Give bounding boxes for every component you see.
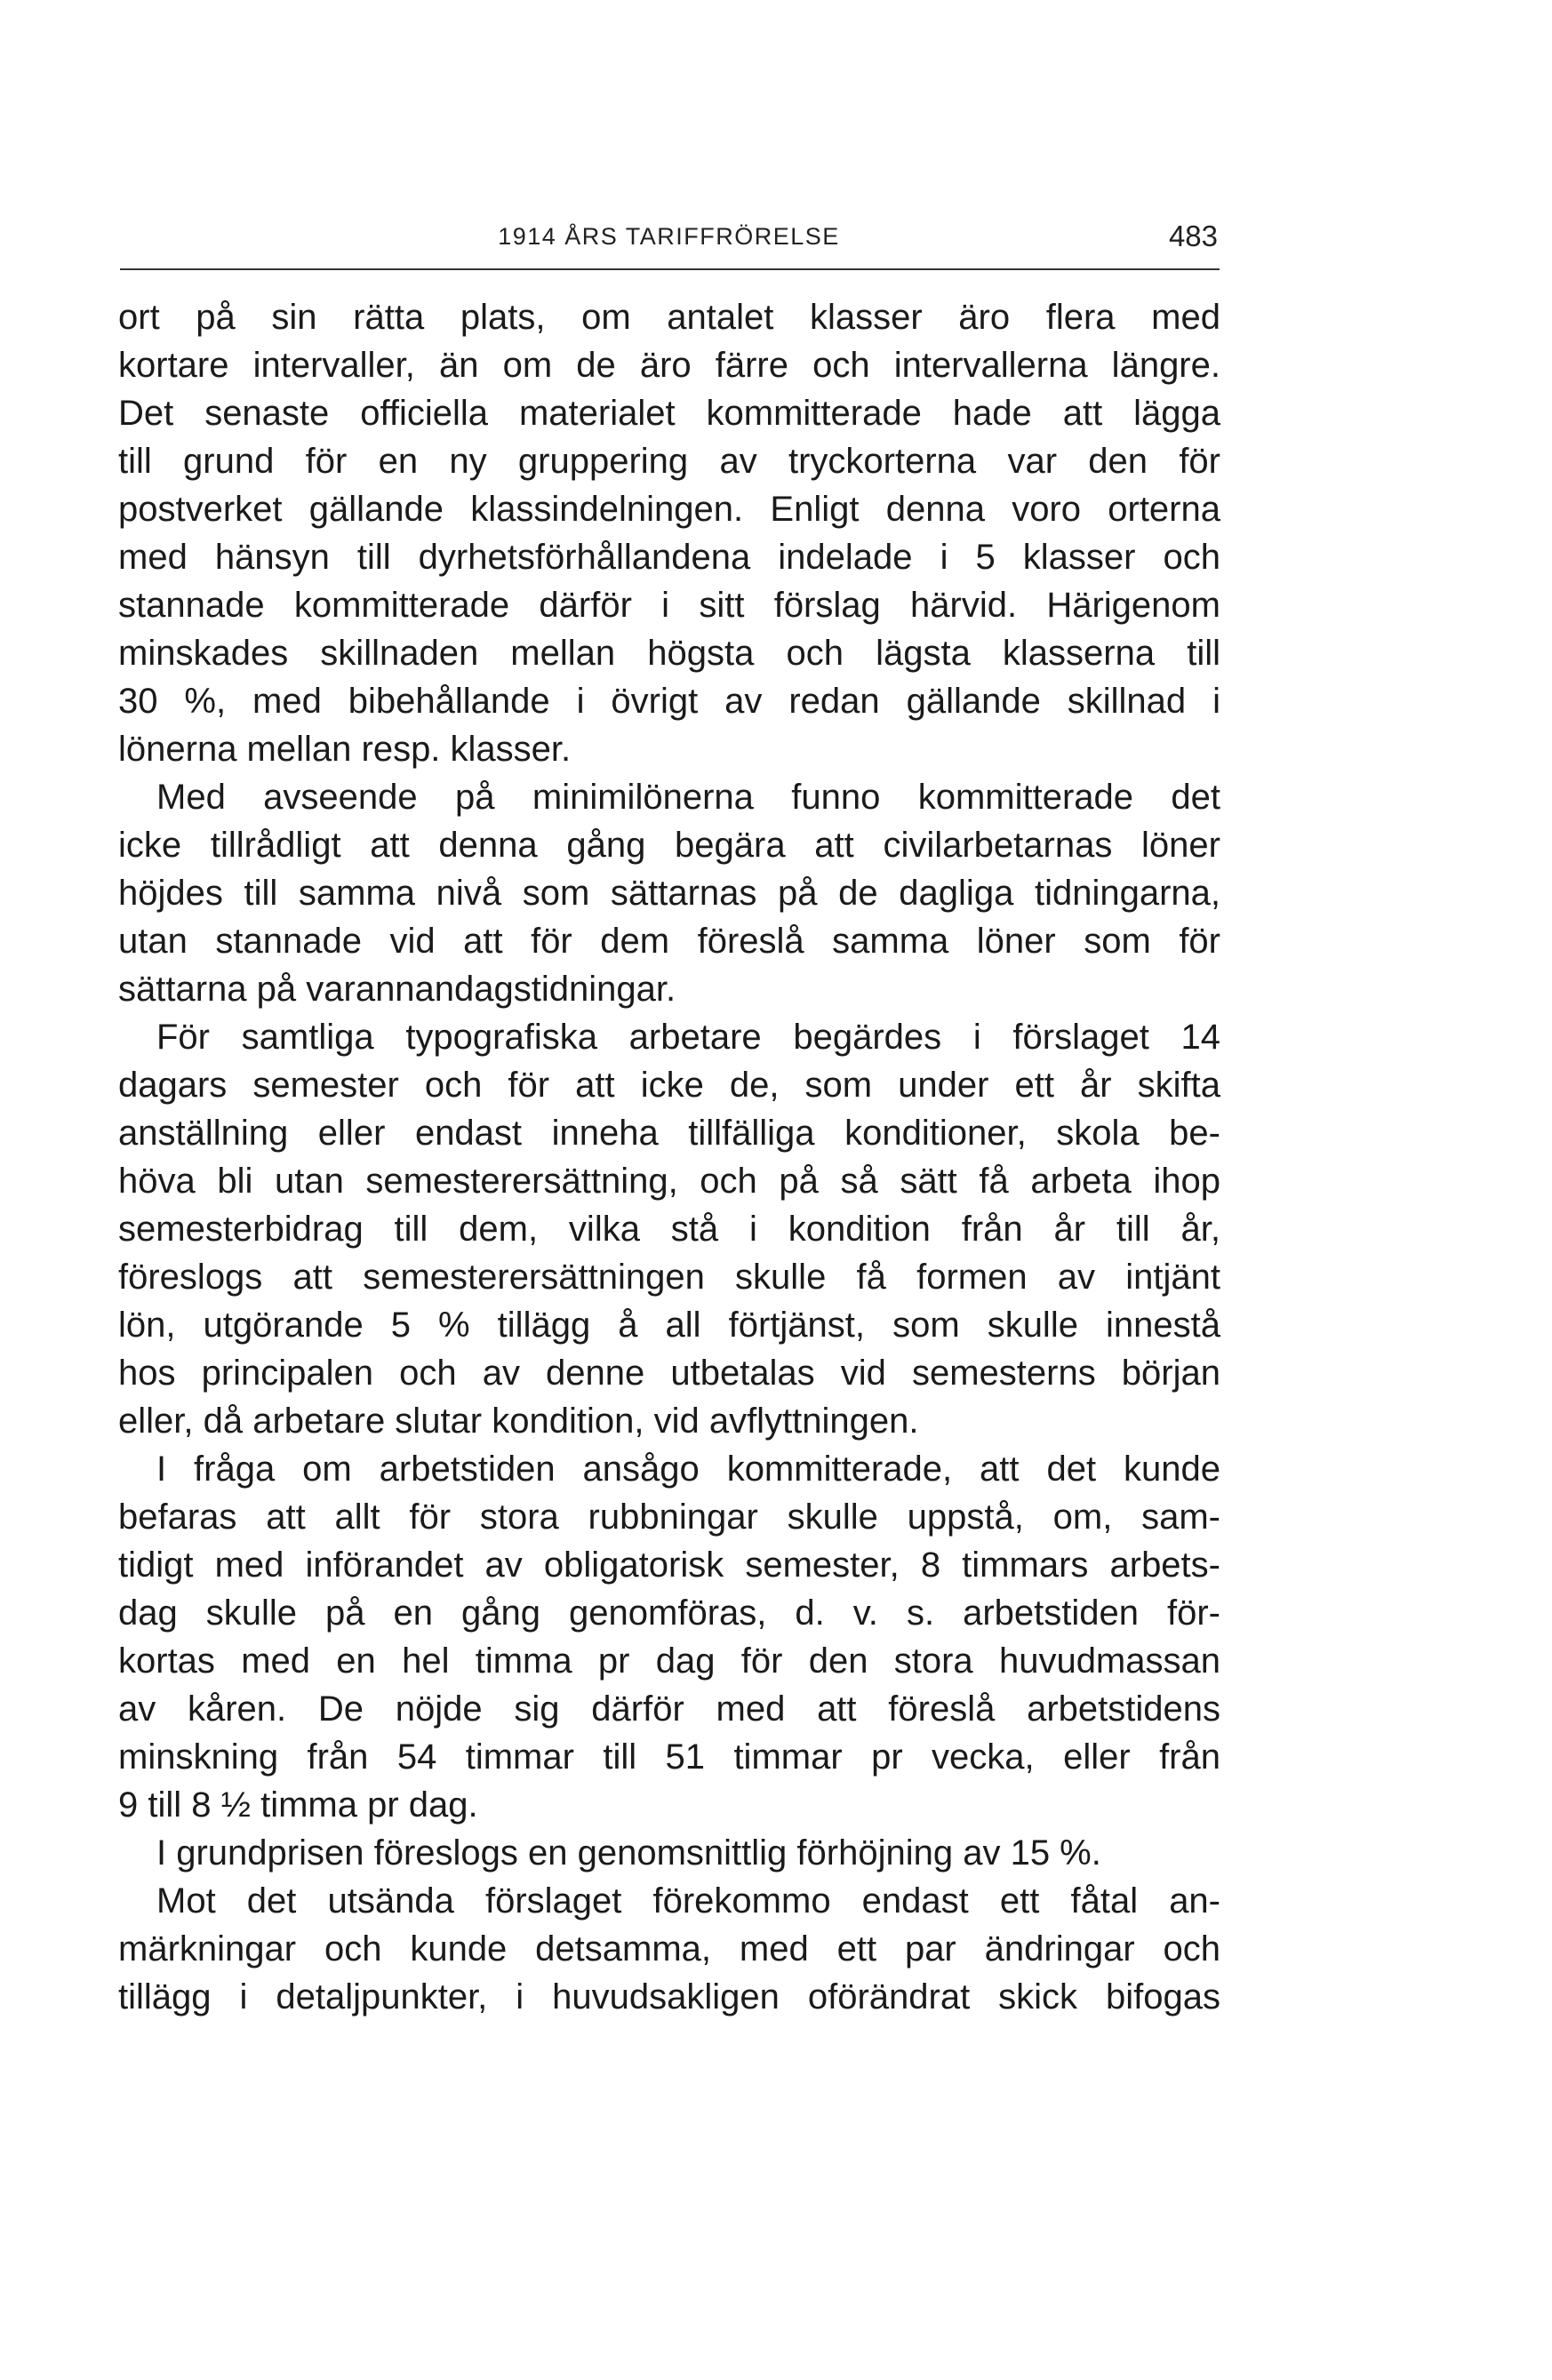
text-line: utan stannade vid att för dem föreslå samma löner som för [118, 922, 1220, 961]
text-line: dagars semester och för att icke de, som under ett år skifta [118, 1066, 1220, 1105]
text-line: dag skulle på en gång genomföras, d. v. s. arbetstiden för- [118, 1593, 1220, 1633]
text-line: med hänsyn till dyrhetsförhållandena indelade i 5 klasser och [118, 538, 1220, 577]
text-line: höva bli utan semesterersättning, och på så sätt få arbeta ihop [118, 1162, 1220, 1201]
text-line: Mot det utsända förslaget förekommo endast ett fåtal an- [156, 1881, 1220, 1921]
text-line: höjdes till samma nivå som sättarnas på de dagliga tidningarna, [118, 874, 1220, 913]
text-line: till grund för en ny gruppering av tryckorterna var den för [118, 442, 1220, 481]
text-line: kortas med en hel timma pr dag för den stora huvudmassan [118, 1641, 1220, 1681]
text-line: lön, utgörande 5 % tillägg å all förtjänst, som skulle innestå [118, 1306, 1220, 1345]
text-line: ort på sin rätta plats, om antalet klasser äro flera med [118, 298, 1220, 337]
text-line: eller, då arbetare slutar kondition, vid avflyttningen. [118, 1402, 919, 1441]
text-line: 30 %, med bibehållande i övrigt av redan gällande skillnad i [118, 682, 1220, 721]
running-header [120, 218, 1218, 271]
text-line: Med avseende på minimilönerna funno kommitterade det [156, 778, 1220, 817]
text-line: tidigt med införandet av obligatorisk semester, 8 timmars arbets- [118, 1545, 1220, 1585]
text-line: minskning från 54 timmar till 51 timmar pr vecka, eller från [118, 1737, 1220, 1777]
text-line: anställning eller endast inneha tillfälliga konditioner, skola be- [118, 1114, 1220, 1153]
text-line: I fråga om arbetstiden ansågo kommitterade, att det kunde [156, 1450, 1220, 1489]
text-line: tillägg i detaljpunkter, i huvudsakligen oförändrat skick bifogas [118, 1977, 1220, 2017]
running-title: 1914 ÅRS TARIFFRÖRELSE [498, 223, 840, 250]
text-line: märkningar och kunde detsamma, med ett par ändringar och [118, 1929, 1220, 1969]
header-rule [120, 268, 1220, 270]
text-line: postverket gällande klassindelningen. Enligt denna voro orterna [118, 490, 1220, 529]
text-line: kortare intervaller, än om de äro färre och intervallerna längre. [118, 346, 1220, 385]
text-line: minskades skillnaden mellan högsta och lägsta klasserna till [118, 634, 1220, 673]
text-line: 9 till 8 ½ timma pr dag. [118, 1785, 478, 1825]
text-line: Det senaste officiella materialet kommitterade hade att lägga [118, 394, 1220, 433]
page-number: 483 [1168, 220, 1218, 252]
text-line: sättarna på varannandagstidningar. [118, 970, 676, 1009]
text-line: icke tillrådligt att denna gång begära att civilarbetarnas löner [118, 826, 1220, 865]
text-line: För samtliga typografiska arbetare begärdes i förslaget 14 [156, 1018, 1220, 1057]
text-line: hos principalen och av denne utbetalas vid semesterns början [118, 1354, 1220, 1393]
text-line: befaras att allt för stora rubbningar skulle uppstå, om, sam- [118, 1497, 1220, 1537]
text-line: stannade kommitterade därför i sitt förslag härvid. Härigenom [118, 586, 1220, 625]
text-line: av kåren. De nöjde sig därför med att föreslå arbetstidens [118, 1689, 1220, 1729]
text-line: lönerna mellan resp. klasser. [118, 730, 572, 769]
text-line: semesterbidrag till dem, vilka stå i kondition från år till år, [118, 1210, 1220, 1249]
text-line: föreslogs att semesterersättningen skulle få formen av intjänt [118, 1258, 1220, 1297]
text-line: I grundprisen föreslogs en genomsnittlig förhöjning av 15 %. [156, 1833, 1101, 1873]
body-text [118, 293, 1220, 2021]
